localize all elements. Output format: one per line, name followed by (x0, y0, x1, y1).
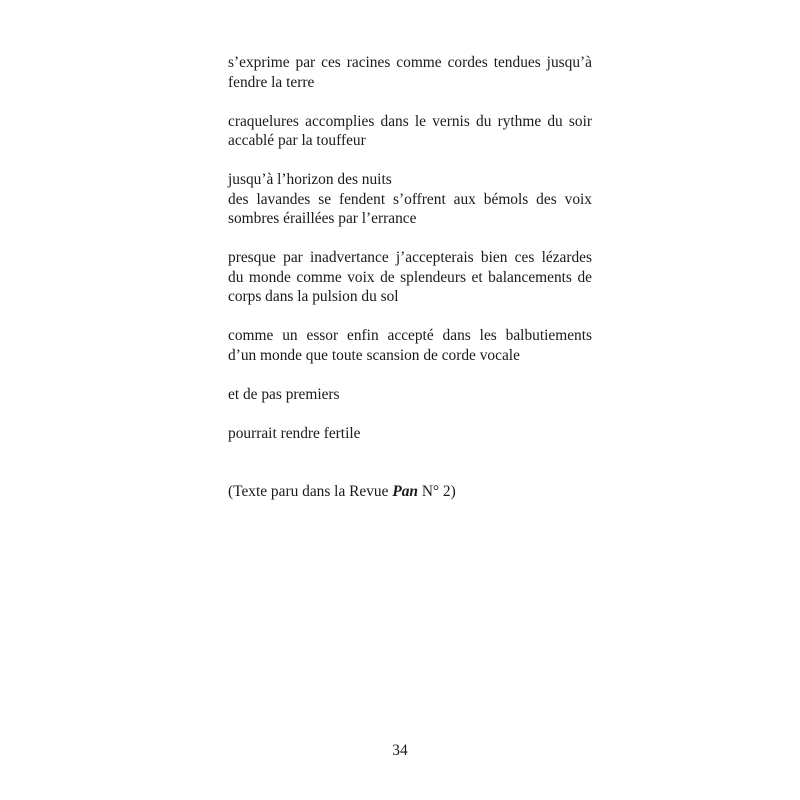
source-note (228, 482, 592, 502)
poem-line: s’exprime par ces racines comme cordes tendues jusqu’à (228, 54, 592, 71)
poem-line: fendre la terre (228, 73, 315, 91)
poem-line: presque par inadvertance j’accepterais bien ces lézardes (228, 249, 592, 266)
poem-line: d’un monde que toute scansion de corde vocale (228, 346, 520, 364)
poem-line: comme un essor enfin accepté dans les balbutiements (228, 327, 592, 344)
poem-line: jusqu’à l’horizon des nuits (228, 171, 392, 188)
source-note-prefix: (Texte paru dans la Revue (228, 483, 393, 500)
poem-line: sombres éraillées par l’errance (228, 210, 417, 227)
poem-line: corps dans la pulsion du sol (228, 288, 399, 305)
poem-line: du monde comme voix de splendeurs et balancements de (228, 268, 592, 286)
stanza-6 (228, 385, 592, 405)
stanza-3 (228, 170, 592, 229)
source-note-suffix: N° 2) (417, 483, 456, 500)
stanza-1 (228, 53, 592, 92)
poem-line: et de pas premiers (228, 385, 340, 403)
stanza-5 (228, 326, 592, 365)
poem-line: accablé par la touffeur (228, 132, 366, 149)
poem-body (228, 53, 592, 502)
stanza-7 (228, 424, 592, 444)
journal-title: Pan (392, 483, 418, 500)
stanza-4 (228, 248, 592, 307)
poem-line: craquelures accomplies dans le vernis du rythme du soir (228, 112, 592, 130)
page-number: 34 (392, 742, 408, 759)
poem-line: pourrait rendre fertile (228, 424, 361, 442)
poem-line: des lavandes se fendent s’offrent aux bémols des voix (228, 190, 592, 208)
stanza-2 (228, 112, 592, 151)
